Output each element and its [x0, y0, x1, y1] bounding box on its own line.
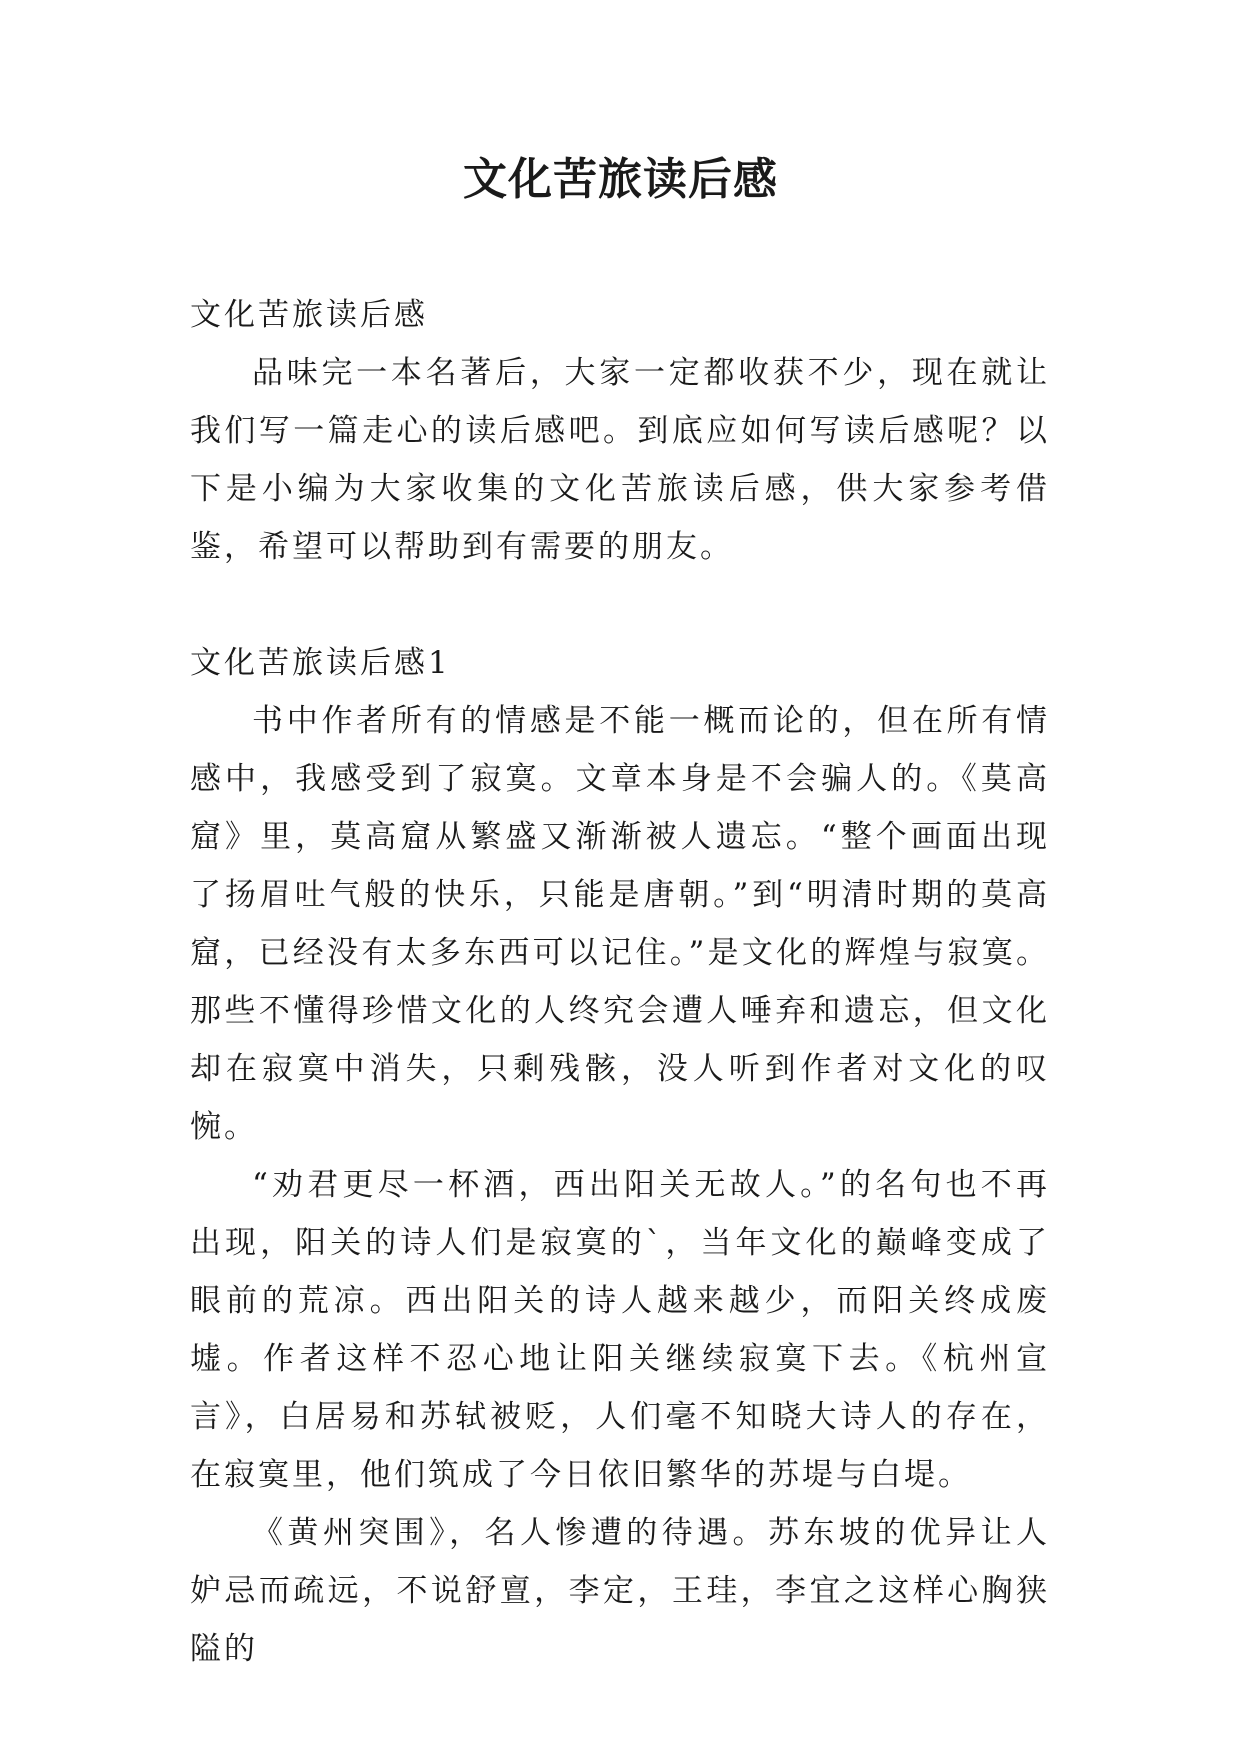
section1-paragraph-2: “劝君更尽一杯酒，西出阳关无故人。”的名句也不再出现，阳关的诗人们是寂寞的`，当年文化的巅峰变成了眼前的荒凉。西出阳关的诗人越来越少，而阳关终成废墟。作者这样不忍心地让阳关继续寂寞下去。《杭州宣言》，白居易和苏轼被贬，人们毫不知晓大诗人的存在，在寂寞里，他们筑成了今日依旧繁华的苏堤与白堤。	[190, 1167, 1050, 1493]
section1-paragraph-1: 书中作者所有的情感是不能一概而论的，但在所有情感中，我感受到了寂寞。文章本身是不会骗人的。《莫高窟》里，莫高窟从繁盛又渐渐被人遗忘。“整个画面出现了扬眉吐气般的快乐，只能是唐朝。”到“明清时期的莫高窟，已经没有太多东西可以记住。”是文化的辉煌与寂寞。那些不懂得珍惜文化的人终究会遭人唾弃和遗忘，但文化却在寂寞中消失，只剩残骸，没人听到作者对文化的叹惋。	[190, 703, 1050, 1145]
intro-heading: 文化苦旅读后感	[190, 297, 428, 333]
section1-heading: 文化苦旅读后感1	[190, 645, 451, 681]
document-body	[190, 286, 1050, 1678]
intro-paragraph: 品味完一本名著后，大家一定都收获不少，现在就让我们写一篇走心的读后感吧。到底应如何写读后感呢？以下是小编为大家收集的文化苦旅读后感，供大家参考借鉴，希望可以帮助到有需要的朋友。	[190, 355, 1050, 565]
section-gap	[190, 576, 1050, 634]
document-title: 文化苦旅读后感	[463, 154, 778, 205]
section1-paragraph-3: 《黄州突围》，名人惨遭的待遇。苏东坡的优异让人妒忌而疏远，不说舒亶，李定，王珪，李宜之这样心胸狭隘的	[190, 1515, 1050, 1667]
